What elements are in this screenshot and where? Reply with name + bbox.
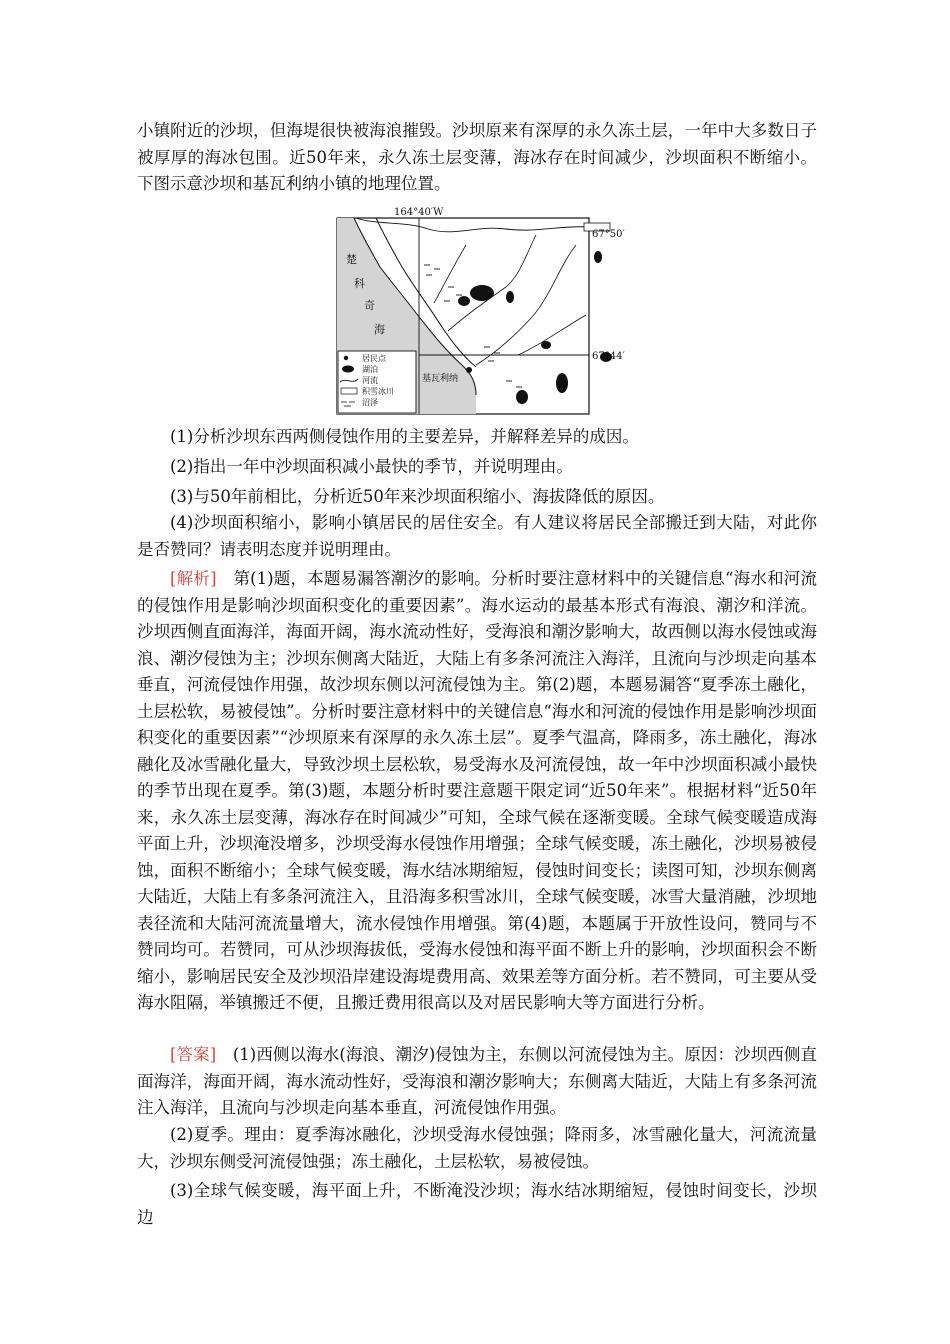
legend-lake-icon bbox=[342, 366, 354, 373]
analysis-paragraph bbox=[137, 566, 817, 1017]
legend-dot-icon bbox=[344, 356, 348, 360]
latitude-top-label: 67°50′ bbox=[592, 229, 625, 240]
sea-char-1: 楚 bbox=[346, 253, 357, 266]
sea-char-3: 奇 bbox=[364, 299, 375, 312]
legend-label-3: 河流 bbox=[362, 376, 378, 385]
answer-text-1: (1)西侧以海水(海浪、潮汐)侵蚀为主，东侧以河流侵蚀为主。原因：沙坝西侧直面海洋，海面开阔，海水流动性好，受海浪和潮汐影响大；东侧离大陆近，大陆上有多条河流注入海洋，且流向与沙坝走向基本垂直，河流侵蚀作用强。 bbox=[137, 1045, 818, 1117]
answer-paragraph-3: (3)全球气候变暖，海平面上升，不断淹没沙坝；海水结冰期缩短，侵蚀时间变长，沙坝边 bbox=[137, 1181, 817, 1227]
analysis-text: 第(1)题，本题易漏答潮汐的影响。分析时要注意材料中的关键信息“海水和河流的侵蚀作用是影响沙坝面积变化的重要因素”。海水运动的最基本形式有海浪、潮汐和洋流。沙坝西侧直面海洋，海面开阔，海水流动性好，受海浪和潮汐影响大，故西侧以海水侵蚀或海浪、潮汐侵蚀为主；沙坝东侧离大陆近，大陆上有多条河流注入海洋，且流向与沙坝走向基本垂直，河流侵蚀作用强，故沙坝东侧以河流侵蚀为主。第(2)题，本题易漏答“夏季冻土融化，土层松软，易被侵蚀”。分析时要注意材料中的关键信息“海水和河流的侵蚀作用是影响沙坝面积变化的重要因素”“沙坝原来有深厚的永久冻土层”。夏季气温高，降雨多，冻土融化，海冰融化及冰雪融化量大，导致沙坝土层松软，易受海水及河流侵蚀，故一年中沙坝面积减小最快的季节出现在夏季。第(3)题，本题分析时要注意题干限定词“近50年来”。根据材料“近50年来，永久冻土层变薄，海冰存在时间减少”可知，全球气候在逐渐变暖。全球气候变暖造成海平面上升，沙坝淹没增多，沙坝受海水侵蚀作用增强；全球气候变暖，冻土融化，沙坝易被侵蚀，面积不断缩小；全球气候变暖，海水结冰期缩短，侵蚀时间变长；读图可知，沙坝东侧离大陆近，大陆上有多条河流注入，且沿海多积雪冰川，全球气候变暖，冰雪大量消融，沙坝地表径流和大陆河流流量增大，流水侵蚀作用增强。第(4)题，本题属于开放性设问，赞同与不赞同均可。若赞同，可从沙坝海拔低，受海水侵蚀和海平面不断上升的影响，沙坝面积会不断缩小，影响居民安全及沙坝沿岸建设海堤费用高、效果差等方面分析。若不赞同，可主要从受海水阻隔，举镇搬迁不便，且搬迁费用很高以及对居民影响大等方面进行分析。 bbox=[137, 569, 817, 1012]
legend-label-4: 积雪冰川 bbox=[362, 387, 394, 396]
legend-glacier-icon bbox=[341, 388, 357, 394]
sea-char-2: 科 bbox=[354, 277, 365, 290]
settlement-dot bbox=[466, 367, 472, 373]
latitude-mid-label: 67°44′ bbox=[592, 351, 625, 362]
sea-char-4: 海 bbox=[374, 323, 385, 336]
question-1: (1)分析沙坝东西两侧侵蚀作用的主要差异，并解释差异的成因。 bbox=[170, 427, 639, 446]
answer-paragraph-2: (2)夏季。理由：夏季海冰融化，沙坝受海水侵蚀强；降雨多，冰雪融化量大，河流流量大，沙坝东侧受河流侵蚀强；冻土融化，土层松软，易被侵蚀。 bbox=[137, 1125, 817, 1171]
legend-label-1: 居民点 bbox=[362, 354, 386, 363]
question-4: (4)沙坝面积缩小，影响小镇居民的居住安全。有人建议将居民全部搬迁到大陆，对此你是否赞同？请表明态度并说明理由。 bbox=[137, 513, 817, 559]
question-2: (2)指出一年中沙坝面积减小最快的季节，并说明理由。 bbox=[170, 457, 573, 476]
town-label: 基瓦利纳 bbox=[422, 374, 459, 384]
analysis-tag: [解析] bbox=[170, 569, 217, 588]
legend-label-2: 湖泊 bbox=[362, 365, 378, 374]
location-map bbox=[336, 205, 625, 417]
question-3: (3)与50年前相比，分析近50年来沙坝面积缩小、海拔降低的原因。 bbox=[170, 487, 665, 506]
intro-paragraph: 小镇附近的沙坝，但海堤很快被海浪摧毁。沙坝原来有深厚的永久冻土层，一年中大多数日子被厚厚的海冰包围。近50年来，永久冻土层变薄，海冰存在时间减少，沙坝面积不断缩小。下图示意沙坝和基瓦利纳小镇的地理位置。 bbox=[137, 121, 817, 193]
longitude-label: 164°40′W bbox=[394, 207, 444, 218]
legend-label-5: 沼泽 bbox=[362, 398, 378, 407]
answer-paragraph-1 bbox=[137, 1042, 817, 1122]
map-figure bbox=[336, 205, 625, 417]
answer-tag: [答案] bbox=[170, 1045, 217, 1064]
